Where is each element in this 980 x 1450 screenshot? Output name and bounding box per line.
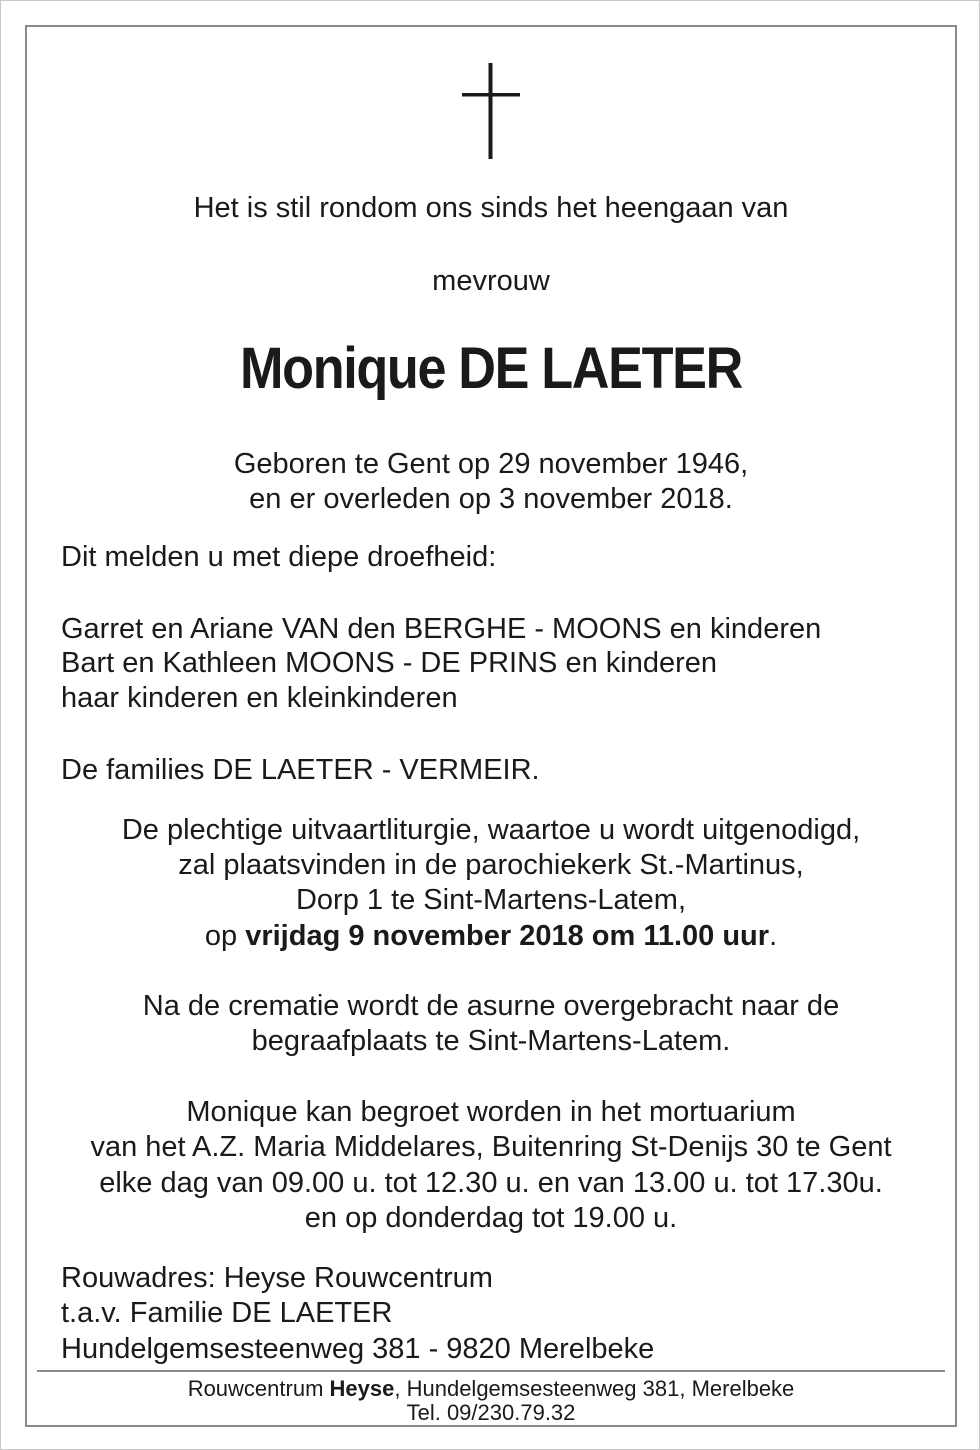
cross-icon bbox=[462, 63, 520, 159]
footer-phone: Tel. 09/230.79.32 bbox=[406, 1400, 576, 1425]
service-date-prefix: op bbox=[204, 920, 246, 952]
visitation-line-2: van het A.Z. Maria Middelares, Buitenring St-Denijs 30 te Gent bbox=[90, 1131, 892, 1163]
service-line-3: Dorp 1 te Sint-Martens-Latem, bbox=[295, 884, 687, 916]
deceased-name: Monique DE LAETER bbox=[240, 336, 742, 401]
birth-line-2: en er overleden op 3 november 2018. bbox=[249, 483, 733, 515]
service-date bbox=[1, 919, 980, 953]
service-line-2: zal plaatsvinden in de parochiekerk St.-Martinus, bbox=[178, 849, 804, 881]
service-date-bold: vrijdag 9 november 2018 om 11.00 uur bbox=[245, 920, 770, 952]
footer-brand: Heyse bbox=[329, 1376, 395, 1401]
address-line-3: Hundelgemsesteenweg 381 - 9820 Merelbeke bbox=[61, 1333, 655, 1365]
mourner-line: Garret en Ariane VAN den BERGHE - MOONS en kinderen bbox=[61, 613, 822, 645]
announcement-text: Dit melden u met diepe droefheid: bbox=[61, 541, 497, 573]
visitation-line-1: Monique kan begroet worden in het mortuarium bbox=[186, 1096, 796, 1128]
service-date-suffix: . bbox=[769, 920, 778, 952]
address-line-1: Rouwadres: Heyse Rouwcentrum bbox=[61, 1262, 493, 1294]
title-prefix: mevrouw bbox=[432, 265, 550, 297]
footer-prefix: Rouwcentrum bbox=[187, 1376, 330, 1401]
footer-funeral-home bbox=[1, 1377, 980, 1401]
cremation-line-2: begraafplaats te Sint-Martens-Latem. bbox=[251, 1025, 731, 1057]
footer-suffix: , Hundelgemsesteenweg 381, Merelbeke bbox=[394, 1376, 795, 1401]
visitation-line-3: elke dag van 09.00 u. tot 12.30 u. en van 13.00 u. tot 17.30u. bbox=[99, 1167, 883, 1199]
visitation-line-4: en op donderdag tot 19.00 u. bbox=[304, 1202, 678, 1234]
mourner-line: Bart en Kathleen MOONS - DE PRINS en kinderen bbox=[61, 647, 718, 679]
birth-line-1: Geboren te Gent op 29 november 1946, bbox=[233, 448, 749, 480]
mourner-line: haar kinderen en kleinkinderen bbox=[61, 682, 458, 714]
footer-divider bbox=[37, 1370, 945, 1372]
intro-text: Het is stil rondom ons sinds het heengaan van bbox=[193, 192, 789, 224]
address-line-2: t.a.v. Familie DE LAETER bbox=[61, 1297, 393, 1329]
service-line-1: De plechtige uitvaartliturgie, waartoe u wordt uitgenodigd, bbox=[121, 814, 861, 846]
cremation-line-1: Na de crematie wordt de asurne overgebracht naar de bbox=[142, 990, 840, 1022]
families-text: De families DE LAETER - VERMEIR. bbox=[61, 754, 540, 786]
